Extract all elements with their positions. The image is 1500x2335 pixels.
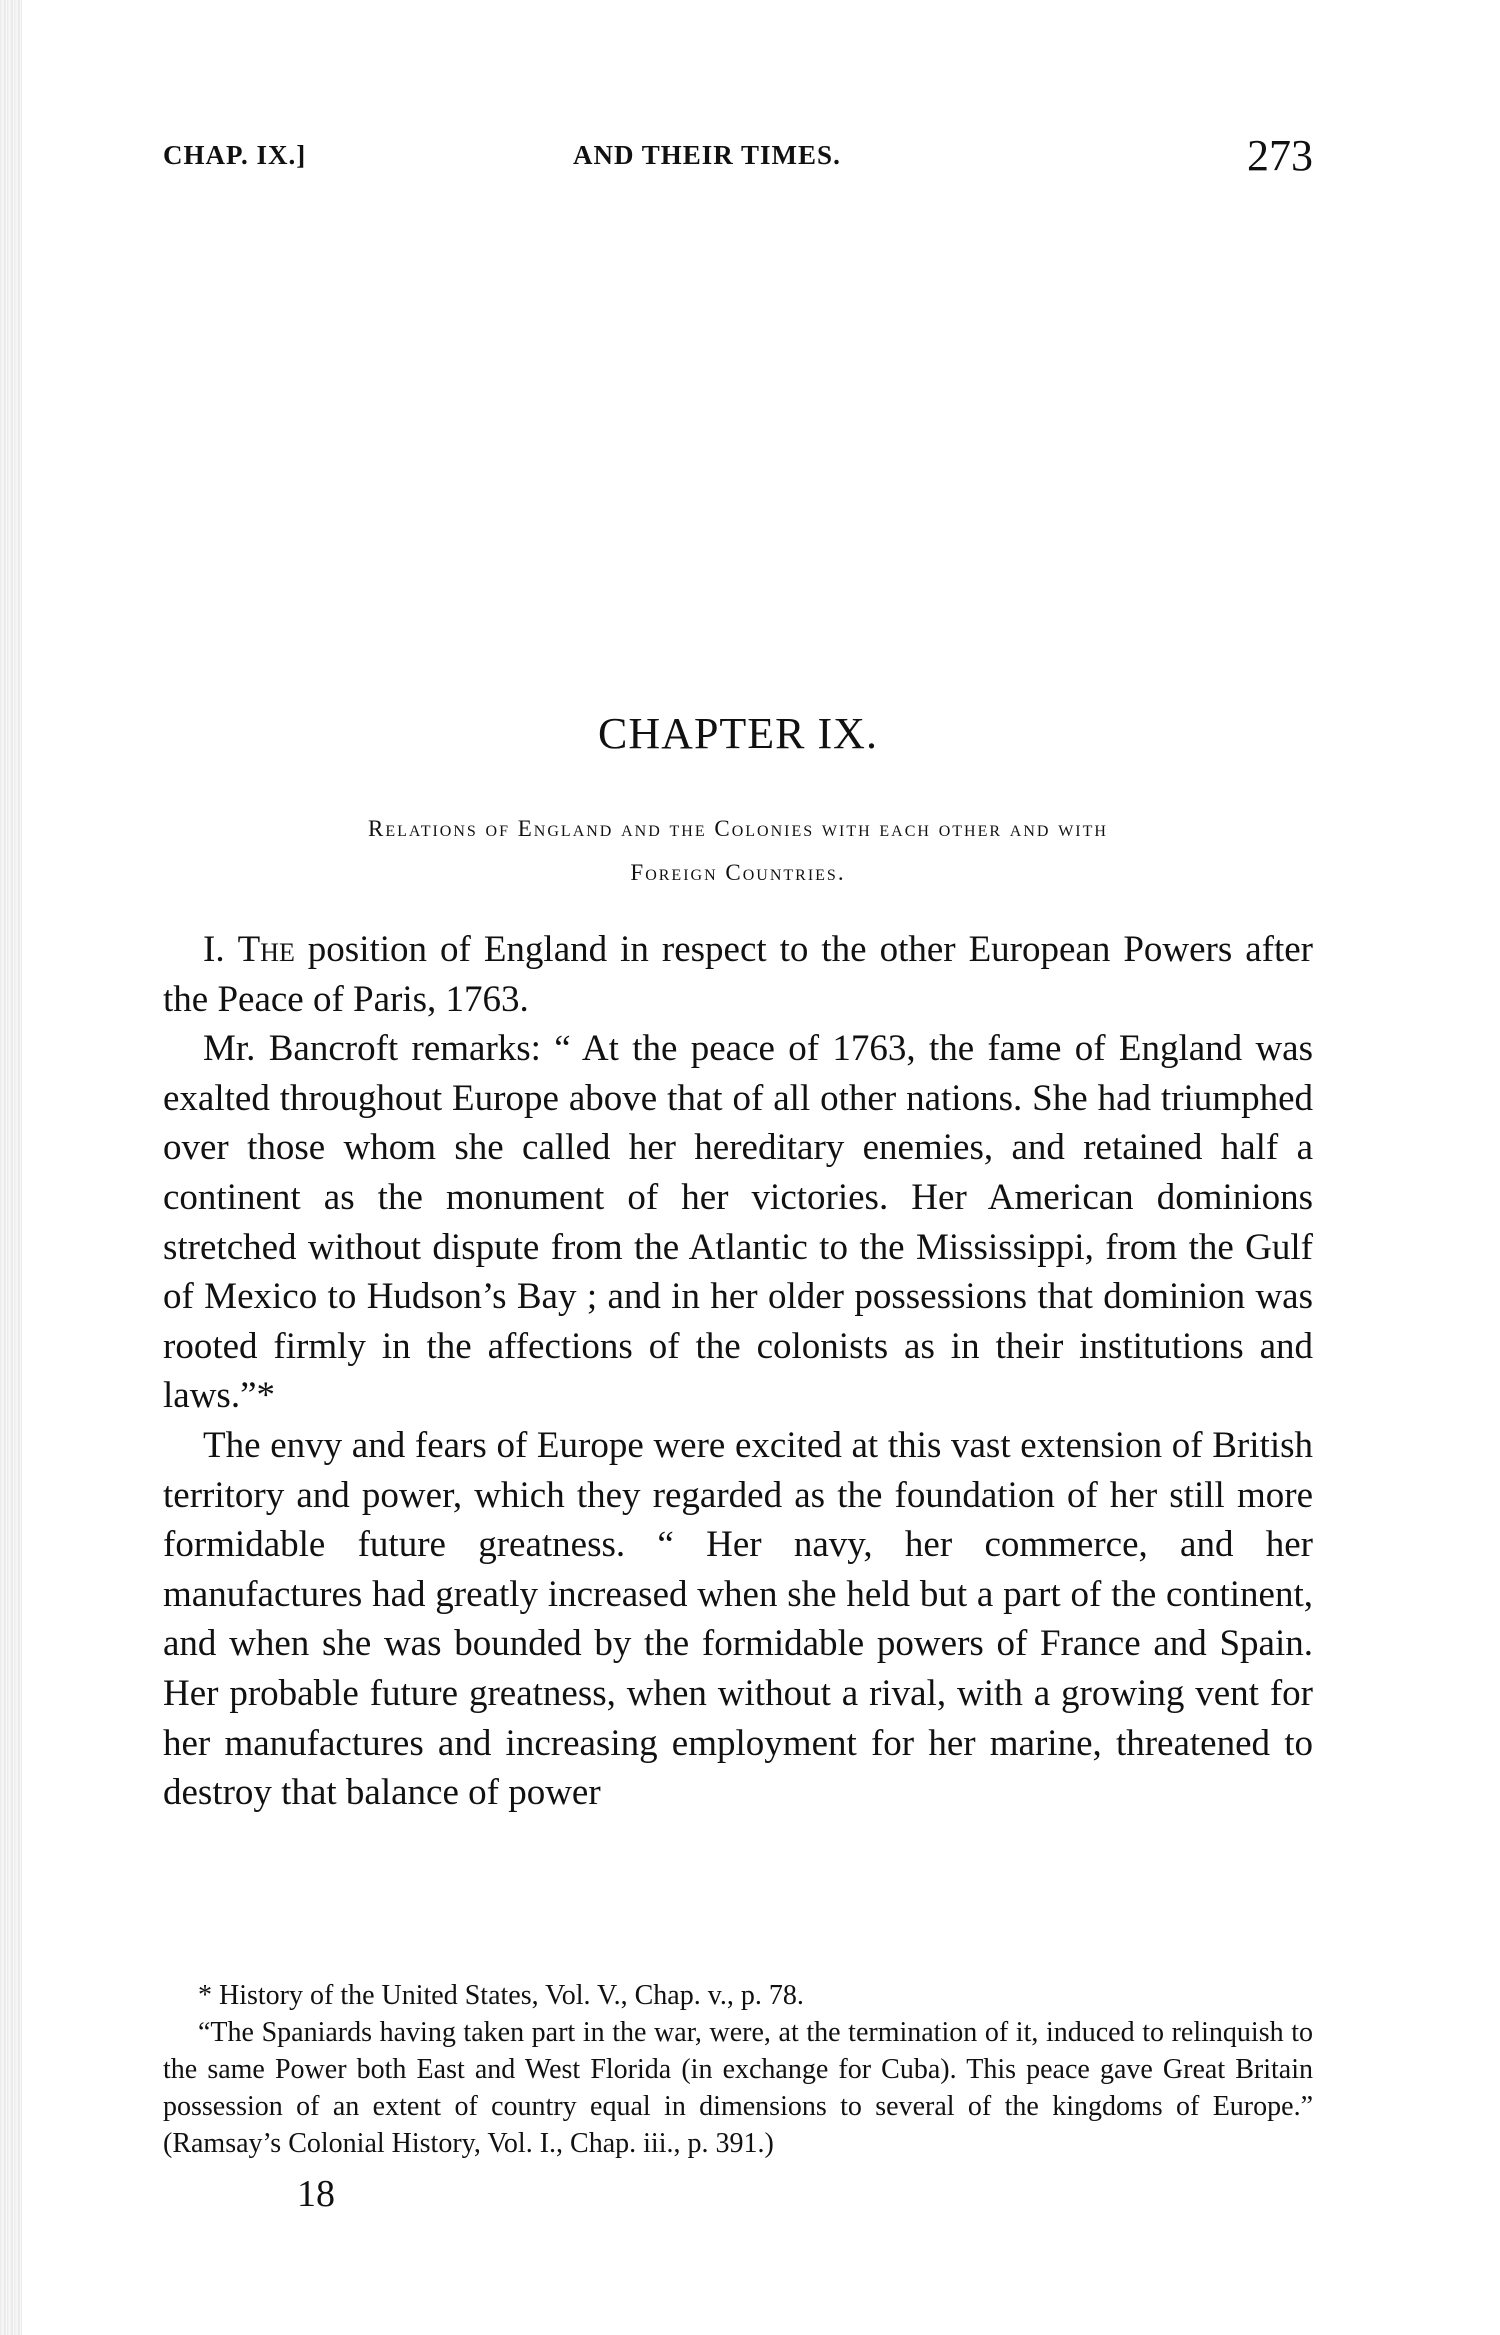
chapter-subtitle-line-1: Relations of England and the Colonies with each other and with (368, 816, 1108, 841)
footnotes (163, 1977, 1313, 2162)
signature-mark: 18 (297, 2173, 335, 2215)
chapter-subtitle (163, 807, 1313, 895)
footnote: * History of the United States, Vol. V., Chap. v., p. 78. (198, 1980, 804, 2011)
section-numeral: I. (203, 929, 225, 970)
page-edge-shadow (0, 0, 22, 2335)
header-book-title: AND THEIR TIMES. (573, 140, 841, 170)
header-chapter-ref: CHAP. IX.] (163, 140, 307, 170)
section-heading-text: position of England in respect to the other European Powers after the Peace of Paris, 1763. (163, 929, 1314, 1020)
section-heading-paragraph (163, 925, 1313, 1024)
body-text (163, 925, 1313, 1818)
paragraph: The envy and fears of Europe were excited at this vast extension of British territory and power, which they regarded as the foundation of her still more formidable future greatness. “ Her navy, her commerce, and her manufactures had greatly increased when she held but a part of the continent, and when she was bounded by the formidable powers of France and Spain. Her probable future greatness, when without a rival, with a growing vent for her manufactures and increasing employment for her marine, threatened to destroy that balance of power (163, 1424, 1313, 1814)
chapter-title: CHAPTER IX. (598, 709, 878, 758)
chapter-subtitle-line-2: Foreign Countries. (630, 860, 846, 885)
running-header (163, 131, 1313, 188)
section-lead-word: The (237, 929, 295, 970)
paragraph: Mr. Bancroft remarks: “ At the peace of 1763, the fame of England was exalted throughout Europe above that of all other nations. She had triumphed over those whom she called her hereditary enemies, and retained half a continent as the monument of her victories. Her American dominions stretched without dispute from the Atlantic to the Mississippi, from the Gulf of Mexico to Hudson’s Bay ; and in her older possessions that dominion was rooted firmly in the affections of the colonists as in their institutions and laws.”* (163, 1028, 1313, 1417)
footnote: “The Spaniards having taken part in the war, were, at the termination of it, induced to relinquish to the same Power both East and West Florida (in exchange for Cuba). This peace gave Great Britain possession of an extent of country equal in dimensions to several of the kingdoms of Europe.” (Ramsay’s Colonial History, Vol. I., Chap. iii., p. 391.) (163, 2017, 1313, 2159)
page-number: 273 (1247, 131, 1313, 180)
